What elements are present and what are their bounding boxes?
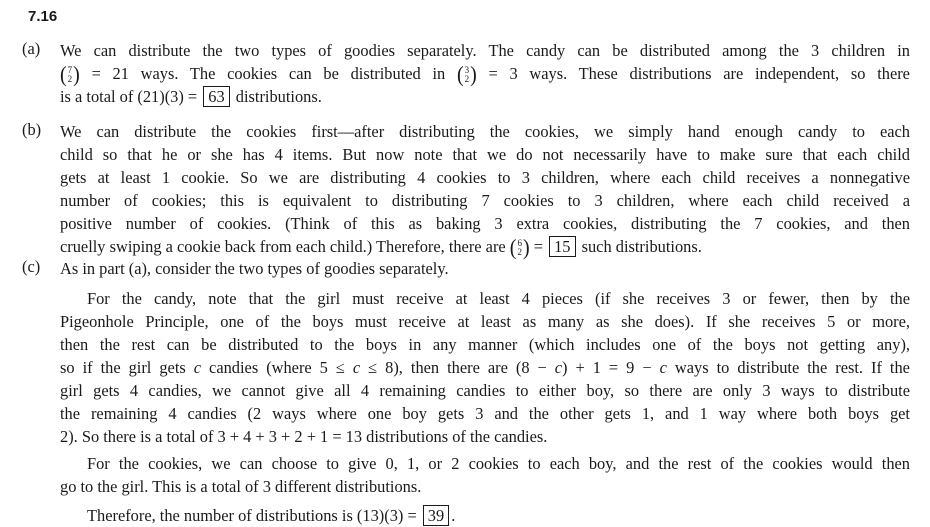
part-a-line-2: ( 7 2 ) = 21 ways. The cookies can be distributed in ( 3 2 ) = 3 ways. These distributions are independent, so there bbox=[60, 63, 910, 88]
part-c-p1-line-7: 2). So there is a total of 3 + 4 + 3 + 2 + 1 = 13 distributions of the candies. bbox=[60, 427, 548, 446]
binomial-6-2: ( 6 2 ) bbox=[509, 236, 530, 261]
answer-box-a: 63 bbox=[203, 86, 229, 107]
part-c-conclusion: Therefore, the number of distributions is (13)(3) = 39 . bbox=[87, 506, 456, 525]
part-c-p1-line-1: For the candy, note that the girl must receive at least 4 pieces (if she receives 3 or fewer, then by the bbox=[87, 289, 910, 308]
answer-box-b: 15 bbox=[549, 236, 575, 257]
part-c-p2-line-2: go to the girl. This is a total of 3 different distributions. bbox=[60, 477, 422, 496]
part-b-line-3: gets at least 1 cookie. So we are distributing 4 cookies to 3 children, where each child receives a nonnegative bbox=[60, 168, 910, 187]
part-c-p1-line-4: so if the girl gets c candies (where 5 ≤ c ≤ 8), then there are (8 − c) + 1 = 9 − c ways to distribute the rest. If the bbox=[60, 358, 910, 377]
part-c-p1-line-2: Pigeonhole Principle, one of the boys must receive at least as many as she does). If she receives 5 or more, bbox=[60, 312, 910, 331]
part-a-line-3: is a total of (21)(3) = 63 distributions. bbox=[60, 87, 322, 106]
part-c-p2-line-1: For the cookies, we can choose to give 0, 1, or 2 cookies to each boy, and the rest of the cookies would then bbox=[87, 454, 910, 473]
part-c-p1-line-6: the remaining 4 candies (2 ways where one boy gets 3 and the other gets 1, and 1 way where both boys get bbox=[60, 404, 910, 423]
part-b-line-4: number of cookies; this is equivalent to distributing 7 cookies to 3 children, where each child received a bbox=[60, 191, 910, 210]
part-c-p1-line-3: then the rest can be distributed to the boys in any manner (which includes one of the boys not getting any), bbox=[60, 335, 910, 354]
part-b-line-2: child so that he or she has 4 items. But now note that we do not necessarily have to make sure that each child bbox=[60, 145, 910, 164]
answer-box-c: 39 bbox=[423, 505, 449, 526]
part-c-p1-line-5: girl gets 4 candies, we cannot give all 4 remaining candies to either boy, so there are only 3 ways to distribute bbox=[60, 381, 910, 400]
part-a-line-1: We can distribute the two types of goodies separately. The candy can be distributed among the 3 children in bbox=[60, 41, 910, 60]
part-a-label: (a) bbox=[22, 39, 41, 58]
part-b-line-5: positive number of cookies. (Think of this as baking 3 extra cookies, distributing the 7 cookies, and then bbox=[60, 214, 910, 233]
binomial-7-2: ( 7 2 ) bbox=[60, 63, 80, 88]
part-b-line-1: We can distribute the cookies first—after distributing the cookies, we simply hand enough candy to each bbox=[60, 122, 910, 141]
part-b-label: (b) bbox=[22, 120, 42, 139]
problem-number: 7.16 bbox=[28, 8, 58, 25]
part-c-label: (c) bbox=[22, 257, 41, 276]
part-b-line-6: cruelly swiping a cookie back from each child.) Therefore, there are ( 6 2 ) = 15 such distributions. bbox=[60, 236, 702, 261]
part-c-line-1: As in part (a), consider the two types of goodies separately. bbox=[60, 259, 449, 278]
binomial-3-2: ( 3 2 ) bbox=[456, 63, 477, 88]
